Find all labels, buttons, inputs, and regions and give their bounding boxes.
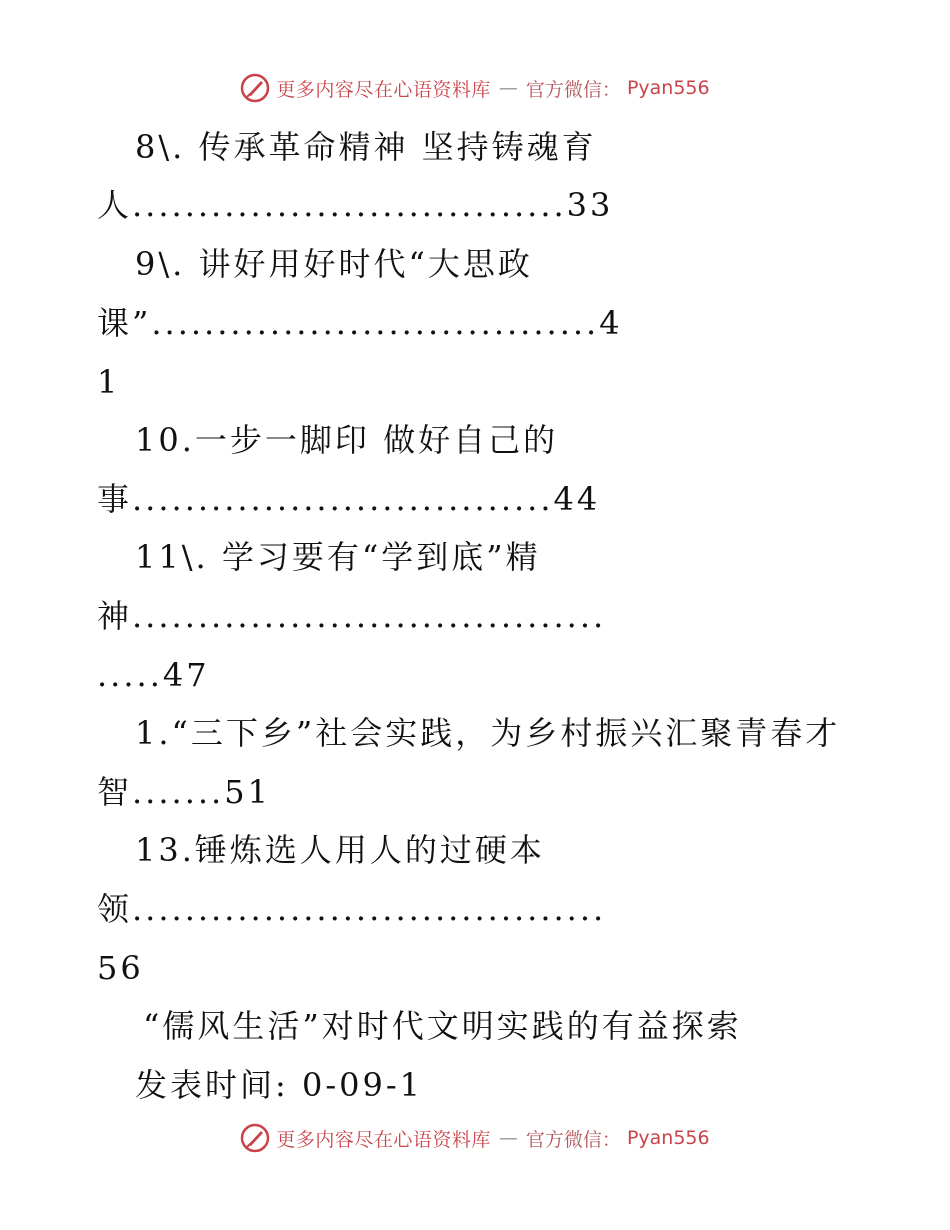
watermark-official-label: 官方微信： bbox=[525, 1128, 621, 1151]
toc-entry-title: 11\. 学习要有“学到底”精 bbox=[135, 538, 541, 576]
toc-entry-page: 1 bbox=[97, 363, 121, 401]
watermark-official-label: 官方微信： bbox=[525, 78, 621, 101]
watermark-header bbox=[0, 73, 950, 103]
watermark-text: 更多内容尽在心语资料库 bbox=[276, 78, 491, 101]
toc-entry-leader: 智.......51 bbox=[97, 773, 271, 811]
toc-entry-leader: 课”..................................4 bbox=[97, 304, 623, 342]
watermark-footer bbox=[0, 1123, 950, 1153]
feather-pen-logo-icon bbox=[240, 73, 270, 103]
toc-entry-leader: 人.................................33 bbox=[97, 186, 614, 224]
toc-entry-title: 9\. 讲好用好时代“大思政 bbox=[135, 245, 533, 283]
toc-entry-leader: 领.................................... bbox=[97, 890, 607, 928]
toc-entry-leader: 神.................................... bbox=[97, 597, 607, 635]
feather-pen-logo-icon bbox=[240, 1123, 270, 1153]
watermark-text: 更多内容尽在心语资料库 bbox=[276, 1128, 491, 1151]
toc-entry-title: 8\. 传承革命精神 坚持铸魂育 bbox=[135, 128, 597, 166]
toc-entry-page: 56 bbox=[97, 949, 144, 987]
toc-entry-leader: 事................................44 bbox=[97, 480, 601, 518]
article-published-date: 发表时间: 0-09-1 bbox=[135, 1066, 424, 1104]
article-title: “儒风生活”对时代文明实践的有益探索 bbox=[143, 1007, 742, 1045]
watermark-separator: — bbox=[498, 77, 518, 99]
watermark-separator: — bbox=[498, 1127, 518, 1149]
toc-entry-title: 10.一步一脚印 做好自己的 bbox=[135, 421, 559, 459]
toc-entry-title: 13.锤炼选人用人的过硬本 bbox=[135, 831, 545, 869]
watermark-wechat-id: Pyan556 bbox=[626, 1127, 710, 1149]
toc-entry-page: .....47 bbox=[97, 656, 210, 694]
watermark-wechat-id: Pyan556 bbox=[626, 77, 710, 99]
toc-entry-title: 1.“三下乡”社会实践，为乡村振兴汇聚青春才 bbox=[135, 714, 841, 752]
